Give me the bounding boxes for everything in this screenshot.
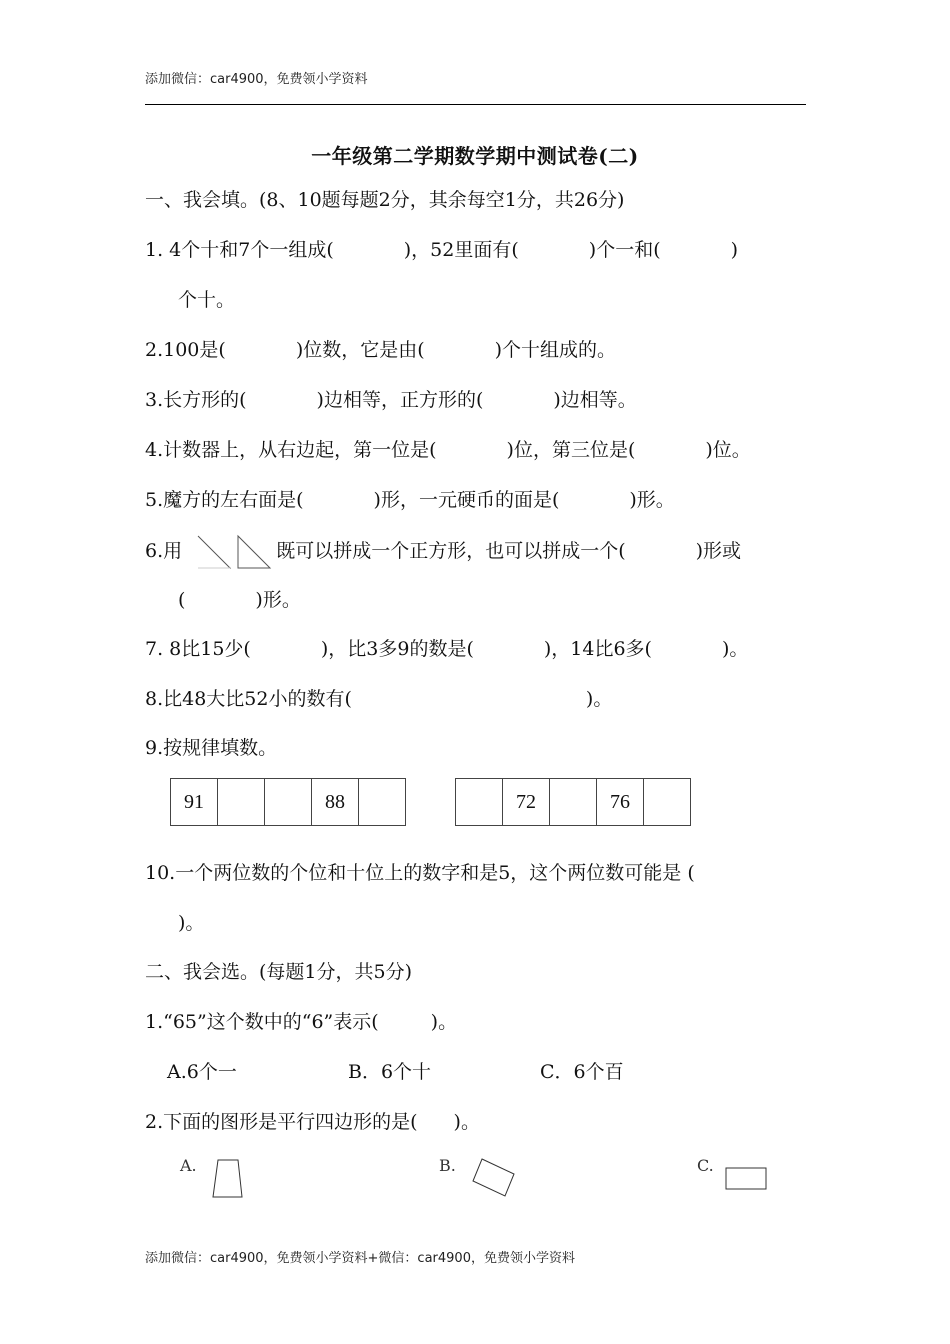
choice-question-1: 1.“65”这个数中的“6”表示( )。 [145,1011,458,1033]
trapezoid-shape[interactable] [208,1157,248,1201]
shape-b-label: B. [439,1156,456,1175]
question-8: 8.比48大比52小的数有( )。 [145,688,613,710]
question-3: 3.长方形的( )边相等，正方形的( )边相等。 [145,389,637,411]
triangle-pair-icon [190,534,274,570]
question-10-line1: 10.一个两位数的个位和十位上的数字和是5，这个两位数可能是 ( [145,862,695,884]
question-1-line1: 1. 4个十和7个一组成( )，52里面有( )个一和( ) [145,239,739,261]
option-a[interactable]: A.6个一 [167,1061,237,1083]
sequence-cell: 88 [312,779,359,826]
question-9: 9.按规律填数。 [145,737,278,759]
choice-question-2: 2.下面的图形是平行四边形的是( )。 [145,1111,480,1133]
question-6-line1: 6.用 既可以拼成一个正方形，也可以拼成一个( )形或 [145,534,741,570]
sequence-cell-blank[interactable] [550,779,597,826]
question-10-line2: )。 [178,912,205,934]
header-rule [145,104,806,105]
rectangle-shape[interactable] [724,1166,770,1192]
page-header: 添加微信：car4900，免费领小学资料 [145,72,368,87]
shape-c-label: C. [697,1156,714,1175]
sequence-cell-blank[interactable] [644,779,691,826]
exam-title: 一年级第二学期数学期中测试卷(二) [311,144,639,168]
sequence-cell: 91 [171,779,218,826]
sequence-cell: 72 [503,779,550,826]
section2-heading: 二、我会选。(每题1分，共5分) [145,961,413,983]
question-7: 7. 8比15少( )，比3多9的数是( )，14比6多( )。 [145,638,749,660]
option-b[interactable]: B．6个十 [348,1061,432,1083]
question-1-line2: 个十。 [178,289,236,311]
rotated-rectangle-shape[interactable] [470,1156,518,1200]
option-c[interactable]: C．6个百 [540,1061,624,1083]
sequence-cell-blank[interactable] [456,779,503,826]
sequence-table-1 [170,778,406,826]
question-6-line2: ( )形。 [178,589,301,611]
question-4: 4.计数器上，从右边起，第一位是( )位，第三位是( )位。 [145,439,751,461]
question-5: 5.魔方的左右面是( )形，一元硬币的面是( )形。 [145,489,675,511]
section1-heading: 一、我会填。(8、10题每题2分，其余每空1分，共26分) [145,189,625,211]
shape-a-label: A. [180,1156,197,1175]
sequence-cell-blank[interactable] [265,779,312,826]
sequence-cell: 76 [597,779,644,826]
sequence-cell-blank[interactable] [218,779,265,826]
sequence-cell-blank[interactable] [359,779,406,826]
page-footer: 添加微信：car4900，免费领小学资料+微信：car4900，免费领小学资料 [145,1251,575,1266]
sequence-table-2 [455,778,691,826]
question-2: 2.100是( )位数，它是由( )个十组成的。 [145,339,617,361]
